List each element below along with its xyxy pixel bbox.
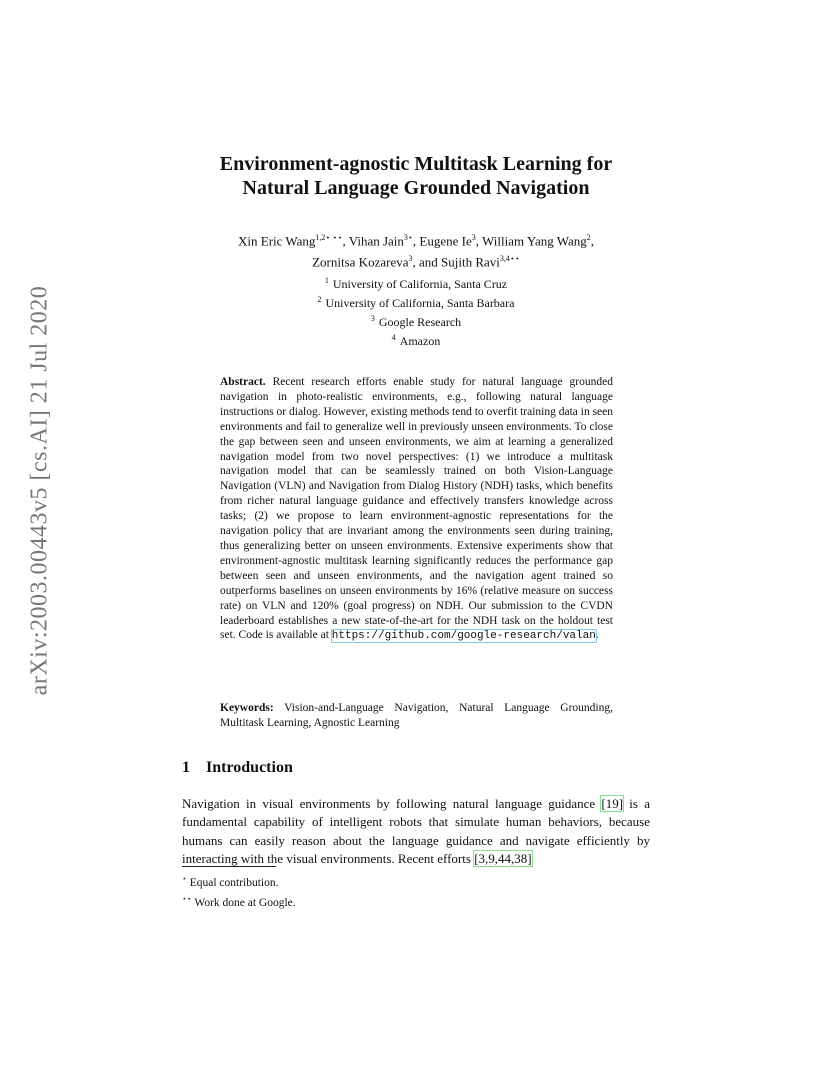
intro-text: is a fundamental capability of intelligent robots that simulate human behaviors, because humans can easily reason about the language guidance and navigate efficiently by interacting with the visual environments. Recent efforts bbox=[182, 796, 650, 867]
abstract bbox=[220, 375, 613, 644]
keywords-label: Keywords: bbox=[220, 702, 274, 714]
affiliation-number: 1 bbox=[324, 276, 329, 285]
section-heading bbox=[182, 759, 293, 777]
affiliations bbox=[140, 273, 692, 349]
affiliation-item bbox=[140, 273, 692, 292]
author-affil-mark: 1,2⋆ ⋆⋆ bbox=[315, 233, 343, 242]
title-line-2: Natural Language Grounded Navigation bbox=[242, 177, 590, 199]
affiliation-number: 3 bbox=[370, 314, 375, 323]
keywords-text: Vision-and-Language Navigation, Natural Language Grounding, Multitask Learning, Agnostic Learning bbox=[220, 702, 613, 729]
author-affil-mark: 3 bbox=[471, 233, 476, 242]
affiliation-number: 4 bbox=[391, 333, 396, 342]
author-list bbox=[140, 229, 692, 272]
author-line-1 bbox=[140, 229, 692, 250]
arxiv-identifier: arXiv:2003.00443v5 [cs.AI] 21 Jul 2020 bbox=[26, 285, 53, 695]
affiliation-name: Amazon bbox=[399, 334, 441, 348]
footnote-mark: ⋆ bbox=[182, 874, 187, 883]
citation-link[interactable]: [19] bbox=[601, 796, 624, 811]
section-number: 1 bbox=[182, 759, 190, 776]
footnote-text: Equal contribution. bbox=[189, 876, 279, 889]
footnote-item bbox=[182, 871, 296, 891]
intro-text: Navigation in visual environments by following natural language guidance bbox=[182, 796, 602, 811]
affiliation-name: Google Research bbox=[378, 315, 462, 329]
author-affil-mark: 3 bbox=[408, 254, 413, 264]
author-affil-mark: 3,4⋆⋆ bbox=[499, 254, 520, 264]
paper-title bbox=[140, 152, 692, 200]
footnote-text: Work done at Google. bbox=[194, 896, 296, 909]
author-name: , and Sujith Ravi bbox=[412, 254, 500, 270]
affiliation-number: 2 bbox=[317, 295, 322, 304]
affiliation-item bbox=[140, 330, 692, 349]
author-name: , Vihan Jain bbox=[342, 233, 404, 249]
author-name: Zornitsa Kozareva bbox=[312, 254, 409, 270]
author-line-2 bbox=[140, 250, 692, 271]
author-affil-mark: 3⋆ bbox=[403, 233, 413, 242]
citation-link[interactable]: [3,9,44,38] bbox=[474, 851, 532, 867]
intro-paragraph bbox=[182, 795, 650, 869]
author-affil-mark: 2 bbox=[586, 233, 591, 242]
author-name: , William Yang Wang bbox=[475, 233, 587, 249]
affiliation-item bbox=[140, 292, 692, 311]
affiliation-name: University of California, Santa Barbara bbox=[325, 296, 515, 310]
affiliation-item bbox=[140, 311, 692, 330]
code-link[interactable]: https://github.com/google-research/valan bbox=[331, 630, 596, 643]
title-line-1: Environment-agnostic Multitask Learning for bbox=[219, 153, 613, 175]
footnotes bbox=[182, 871, 296, 911]
footnote-mark: ⋆⋆ bbox=[182, 893, 192, 903]
affiliation-name: University of California, Santa Cruz bbox=[332, 277, 508, 291]
abstract-text: Recent research efforts enable study for natural language grounded navigation in photo-realistic environments, e.g., following natural language instructions or dialog. However, existing methods tend to overfit training data in seen environments and fail to generalize well in previously unseen environments. To close the gap between seen and unseen environments, we aim at learning a generalized navigation model from two novel perspectives: (1) we introduce a multitask navigation model that can be seamlessly trained on both Vision-Language Navigation (VLN) and Navigation from Dialog History (NDH) tasks, which benefits from richer natural language guidance and effectively transfers knowledge across tasks; (2) we propose to learn environment-agnostic representations for the navigation policy that are invariant among the environments seen during training, thus generalizing better on unseen environments. Extensive experiments show that environment-agnostic multitask learning significantly reduces the performance gap between seen and unseen environments, and the navigation agent trained so outperforms baselines on unseen environments by 16% (relative measure on success rate) on VLN and 120% (goal progress) on NDH. Our submission to the CVDN leaderboard establishes a new state-of-the-art for the NDH task on the holdout test set. Code is available at bbox=[220, 376, 614, 642]
abstract-end: . bbox=[595, 629, 599, 642]
section-title: Introduction bbox=[206, 759, 293, 776]
abstract-label: Abstract. bbox=[220, 376, 266, 388]
author-name: , Eugene Ie bbox=[412, 233, 472, 249]
keywords bbox=[220, 701, 613, 731]
author-separator: , bbox=[590, 233, 594, 249]
arxiv-sidebar bbox=[20, 285, 60, 695]
footnote-divider bbox=[182, 866, 276, 867]
footnote-item bbox=[182, 891, 296, 911]
author-name: Xin Eric Wang bbox=[238, 233, 316, 249]
